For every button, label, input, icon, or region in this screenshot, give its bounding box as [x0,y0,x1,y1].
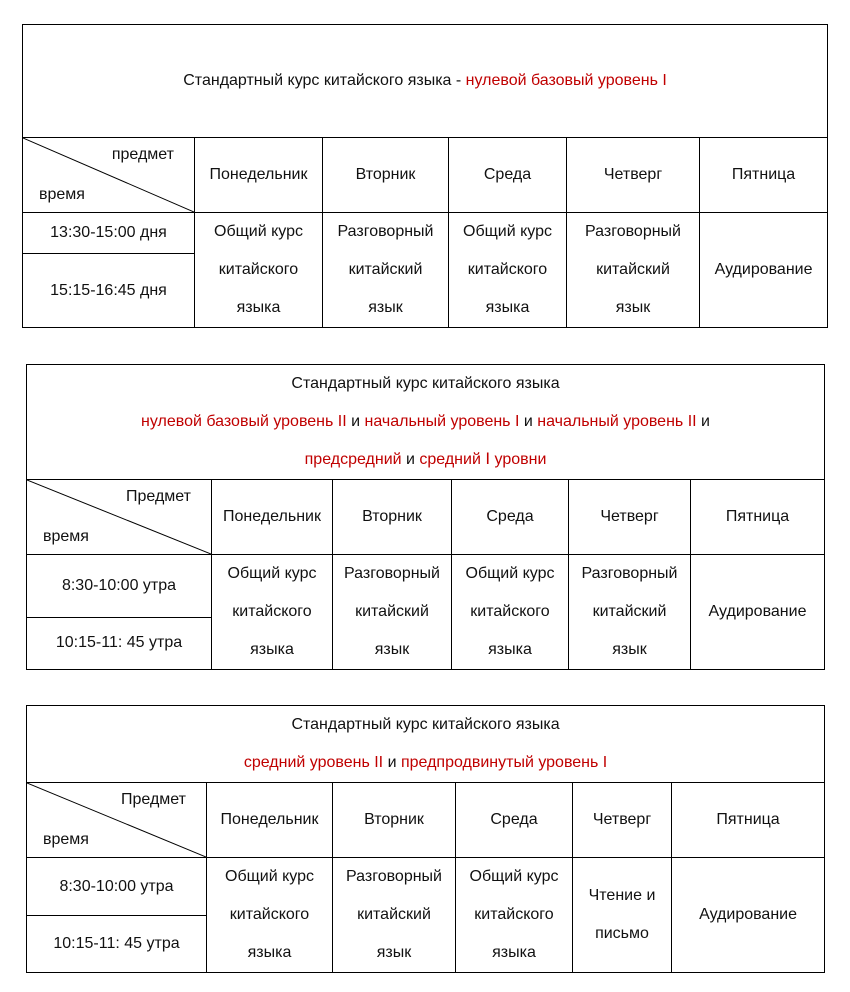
subject-line: язык [374,641,410,658]
subject-line: язык [615,299,651,316]
subject-line: китайского [474,906,554,923]
day-tuesday: Вторник [333,480,452,555]
subject-line: китайский [596,261,670,278]
conjunction: и [696,413,710,430]
subject-line: Аудирование [708,603,807,620]
title-line-3 [27,441,824,479]
schedule-table-1 [22,24,828,328]
day-tuesday: Вторник [333,783,456,858]
level-intermediate-2: средний уровень II [243,754,384,771]
subject-thursday [573,858,672,973]
corner-cell [27,783,207,858]
subject-line: китайского [218,261,299,278]
subject-line: языка [247,944,292,961]
subject-line: китайского [232,603,312,620]
conjunction: и [401,451,420,468]
subject-line: Чтение и [588,887,656,904]
subject-line: китайского [229,906,310,923]
subject-line: Общий курс [465,565,555,582]
subject-line: язык [368,299,403,316]
level-initial-2: начальный уровень II [537,413,697,430]
subject-line: Общий курс [214,223,303,240]
day-wednesday: Среда [449,138,567,213]
subject-tuesday [323,213,449,328]
subject-wednesday [452,555,569,670]
subject-line: Разговорный [581,565,678,582]
subject-wednesday [456,858,573,973]
time-slot-2: 10:15-11: 45 утра [27,617,212,669]
subject-line: Общий курс [463,223,552,240]
day-wednesday: Среда [456,783,573,858]
level-pre-advanced-1: предпродвинутый уровень I [400,754,608,771]
subject-line: Аудирование [699,906,797,923]
level-initial-1: начальный уровень I [364,413,520,430]
conjunction: и [383,754,401,771]
subject-line: язык [376,944,412,961]
day-monday: Понедельник [212,480,333,555]
subject-line: Разговорный [346,868,442,885]
time-header: время [39,186,85,203]
day-monday: Понедельник [207,783,333,858]
subject-tuesday [333,858,456,973]
day-friday: Пятница [691,480,825,555]
subject-line: Аудирование [714,261,813,278]
table-title [27,706,825,783]
subject-friday [672,858,825,973]
level-zero-basic-2: нулевой базовый уровень II [141,413,347,430]
day-thursday: Четверг [569,480,691,555]
day-thursday: Четверг [573,783,672,858]
day-monday: Понедельник [195,138,323,213]
subject-line: Общий курс [469,868,559,885]
time-slot-1: 8:30-10:00 утра [27,858,207,916]
subject-line: языка [492,944,536,961]
subject-thursday [567,213,700,328]
subject-line: языка [236,299,281,316]
subject-wednesday [449,213,567,328]
day-friday: Пятница [672,783,825,858]
day-thursday: Четверг [567,138,700,213]
time-slot-1: 8:30-10:00 утра [27,555,212,618]
subject-line: Разговорный [585,223,681,240]
subject-friday [700,213,828,328]
title-line-1: Стандартный курс китайского языка [291,375,560,392]
day-wednesday: Среда [452,480,569,555]
subject-line: китайского [470,603,550,620]
table-title [23,25,828,138]
table-title [27,365,825,480]
schedule-table-2 [26,364,825,670]
time-slot-2: 10:15-11: 45 утра [27,916,207,973]
level-intermediate-1: средний Ⅰ уровни [419,451,547,468]
corner-cell [27,480,212,555]
title-line-1: Стандартный курс китайского языка [291,716,560,733]
subject-header: Предмет [121,791,186,808]
subject-header: Предмет [126,488,191,505]
subject-friday [691,555,825,670]
subject-line: Разговорный [344,565,440,582]
title-line-2 [27,744,824,782]
subject-monday [207,858,333,973]
time-slot-2: 15:15-16:45 дня [23,254,195,328]
time-header: время [43,528,89,545]
subject-line: языка [488,641,532,658]
time-slot-1: 13:30-15:00 дня [23,213,195,254]
subject-line: язык [612,641,647,658]
conjunction: и [346,413,365,430]
subject-monday [212,555,333,670]
title-line-2 [27,403,824,441]
schedule-table-3 [26,705,825,973]
subject-tuesday [333,555,452,670]
subject-line: китайский [355,603,429,620]
corner-cell [23,138,195,213]
title-level: нулевой базовый уровень I [465,72,667,89]
subject-line: Разговорный [337,223,434,240]
subject-line: письмо [595,925,649,942]
conjunction: и [519,413,538,430]
subject-line: китайского [467,261,548,278]
subject-line: языка [250,641,294,658]
subject-line: китайский [357,906,431,923]
day-friday: Пятница [700,138,828,213]
subject-header: предмет [111,146,174,163]
subject-line: китайский [348,261,423,278]
day-tuesday: Вторник [323,138,449,213]
subject-line: языка [485,299,530,316]
subject-line: китайский [592,603,667,620]
subject-line: Общий курс [227,565,317,582]
title-plain: Стандартный курс китайского языка - [183,72,466,89]
subject-monday [195,213,323,328]
level-pre-intermediate: предсредний [304,451,402,468]
subject-line: Общий курс [225,868,314,885]
time-header: время [43,831,89,848]
subject-thursday [569,555,691,670]
